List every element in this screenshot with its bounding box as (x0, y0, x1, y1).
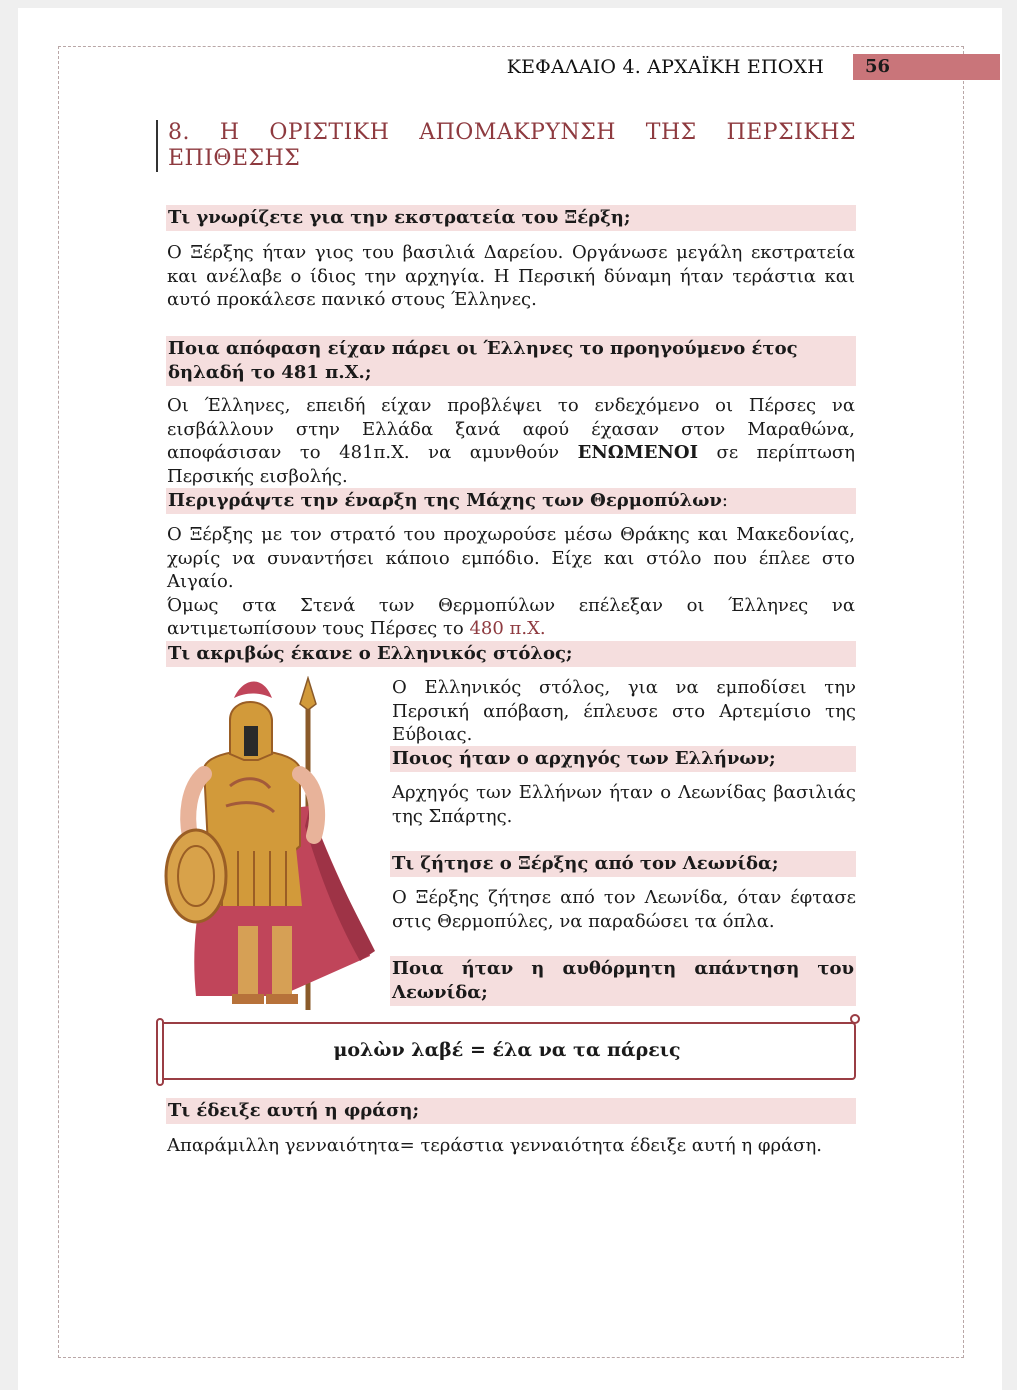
answer-3-para1: Ο Ξέρξης με τον στρατό του προχωρούσε μέσω Θράκης και Μακεδονίας, χωρίς να συναντήσει κάποιο εμπόδιο. Είχε και στόλο που έπλεε στο Αιγαίο. (167, 524, 855, 592)
answer-2-emphasis: ΕΝΩΜΕΝΟΙ (577, 442, 698, 463)
question-3-colon: : (721, 490, 728, 511)
answer-3 (167, 523, 855, 641)
answer-3-year: 480 π.Χ. (469, 618, 546, 639)
answer-5: Αρχηγός των Ελλήνων ήταν ο Λεωνίδας βασιλιάς της Σπάρτης. (392, 782, 856, 827)
title-word: ΑΠΟΜΑΚΡΥΝΣΗ (419, 120, 616, 145)
question-3 (166, 488, 856, 514)
title-word: Η (219, 120, 240, 145)
page-number: 56 (865, 56, 891, 77)
question-6: Τι ζήτησε ο Ξέρξης από τον Λεωνίδα; (390, 851, 856, 877)
answer-4: Ο Ελληνικός στόλος, για να εμποδίσει την Περσική απόβαση, έπλευσε στο Αρτεμίσιο της Εύβοιας. (392, 677, 856, 745)
title-word: ΤΗΣ (645, 120, 697, 145)
title-word: ΠΕΡΣΙΚΗΣ (726, 120, 856, 145)
section-title-line2: ΕΠΙΘΕΣΗΣ (168, 146, 301, 171)
quote-scroll (158, 1022, 856, 1080)
section-title (156, 120, 868, 172)
answer-8: Απαράμιλλη γενναιότητα= τεράστια γενναιότητα έδειξε αυτή η φράση. (167, 1135, 822, 1156)
answer-6: Ο Ξέρξης ζήτησε από τον Λεωνίδα, όταν έφτασε στις Θερμοπύλες, να παραδώσει τα όπλα. (392, 887, 856, 932)
question-1: Τι γνωρίζετε για την εκστρατεία του Ξέρξη; (166, 205, 856, 231)
question-7: Ποια ήταν η αυθόρμητη απάντηση του Λεωνίδα; (390, 956, 856, 1006)
section-title-line1 (168, 120, 856, 146)
answer-3-para2 (167, 594, 855, 641)
answer-3-para2-text: Όμως στα Στενά των Θερμοπύλων επέλεξαν οι Έλληνες να αντιμετωπίσουν τους Πέρσες το (167, 594, 855, 639)
question-3-text: Περιγράψτε την έναρξη της Μάχης των Θερμοπύλων (168, 490, 722, 511)
answer-2 (167, 394, 855, 488)
answer-1: Ο Ξέρξης ήταν γιος του βασιλιά Δαρείου. Οργάνωσε μεγάλη εκστρατεία και ανέλαβε ο ίδιος την αρχηγία. Η Περσική δύναμη ήταν τεράστια και αυτό προκάλεσε πανικό στους Έλληνες. (167, 242, 855, 310)
answer-2-text: Οι Έλληνες, επειδή είχαν προβλέψει το ενδεχόμενο οι Πέρσες να εισβάλλουν στην Ελλάδα ξανά αφού έχασαν στον Μαραθώνα, αποφάσισαν το 481π.Χ. να αμυνθούν (167, 395, 855, 463)
page-header (0, 54, 1000, 80)
question-2: Ποια απόφαση είχαν πάρει οι Έλληνες το προηγούμενο έτος δηλαδή το 481 π.Χ.; (166, 336, 856, 386)
title-word: 8. (168, 120, 190, 145)
answer-2-text-end: σε περίπτωση Περσικής εισβολής. (167, 442, 855, 487)
question-8: Τι έδειξε αυτή η φράση; (166, 1098, 856, 1124)
quote-text: μολὼν λαβέ = έλα να τα πάρεις (333, 1039, 681, 1061)
chapter-title: ΚΕΦΑΛΑΙΟ 4. ΑΡΧΑΪΚΗ ΕΠΟΧΗ (506, 56, 824, 78)
page-number-badge (853, 54, 1000, 80)
title-word: ΟΡΙΣΤΙΚΗ (269, 120, 390, 145)
question-4: Τι ακριβώς έκανε ο Ελληνικός στόλος; (166, 641, 856, 667)
scroll-curl-right (850, 1014, 860, 1024)
spartan-warrior-illustration (160, 676, 382, 1012)
question-5: Ποιος ήταν ο αρχηγός των Ελλήνων; (390, 746, 856, 772)
